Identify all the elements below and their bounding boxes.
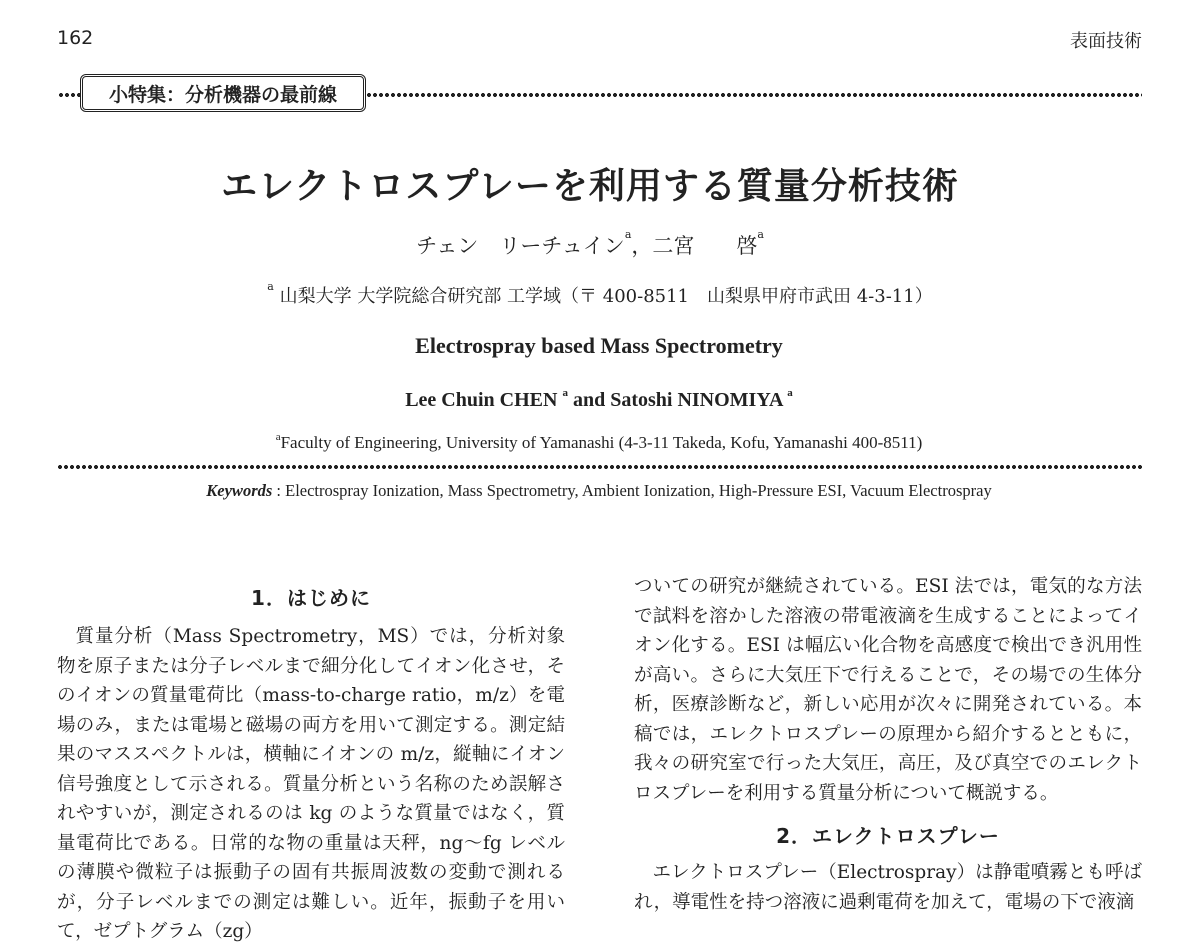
feature-dotted-rule-left [58,92,80,98]
keywords-text: : Electrospray Ionization, Mass Spectrometry, Ambient Ionization, High-Pressure ESI, Vacuum Electrospray [272,481,992,500]
feature-label: 小特集：分析機器の最前線 [80,74,366,112]
journal-name: 表面技術 [1070,31,1142,52]
section-1-paragraph: 質量分析（Mass Spectrometry，MS）では，分析対象物を原子または分子レベルまで細分化してイオン化させ，そのイオンの質量電荷比（mass-to-charge ratio，m/z）を電場のみ，または電場と磁場の両方を用いて測定する。測定結果のマススペクトルは，横軸にイオンの m/z，縦軸にイオン信号強度として示される。質量分析という名称のため誤解されやすいが，測定されるのは kg のような質量ではなく，質量電荷比である。日常的な物の重量は天秤，ng〜fg レベルの薄膜や微粒子は振動子の固有共振周波数の変動で測れるが，分子レベルまでの測定は難しい。近年，振動子を用いて，ゼプトグラム（zg） [57,626,565,942]
author-1-en: Lee Chuin CHEN [405,389,558,411]
author-1-ja: チェン リーチュイン [416,234,625,258]
intro-continuation-paragraph: ついての研究が継続されている。ESI 法では，電気的な方法で試料を溶かした溶液の帯電液滴を生成することによってイオン化する。ESI は幅広い化合物を高感度で検出でき汎用性が高い。さらに大気圧下で行えることで，その場での生体分析，医療診断など，新しい応用が次々に開発されている。本稿では，エレクトロスプレーの原理から紹介するとともに，我々の研究室で行った大気圧，高圧，及び真空でのエレクトロスプレーを利用する質量分析について概説する。 [634,576,1142,804]
keywords-label: Keywords [206,481,273,500]
feature-banner [58,72,1142,118]
author-2-en-sup: a [787,387,793,399]
author-1-en-sup: a [562,387,568,399]
author-2-ja-sup: a [757,228,764,241]
affiliation-japanese [0,282,1180,308]
authors-japanese [0,230,1180,260]
keywords [0,481,1180,501]
affiliation-en-text: Faculty of Engineering, University of Yamanashi (4-3-11 Takeda, Kofu, Yamanashi 400-8511) [280,433,923,452]
section-2-heading: 2．エレクトロスプレー [776,824,1000,848]
feature-dotted-rule-right [366,92,1142,98]
author-separator: ， [631,234,653,258]
body-column-right [634,572,1142,917]
affiliation-ja-sup: a [267,280,274,293]
page-number: 162 [57,27,94,49]
author-1-ja-sup: a [624,228,632,241]
author-2-ja: 二宮 啓 [652,234,758,258]
author-conjunction: and [572,389,606,411]
section-2-paragraph: エレクトロスプレー（Electrospray）は静電噴霧とも呼ばれ，導電性を持つ溶液に過剰電荷を加えて，電場の下で液滴 [634,862,1142,913]
author-2-en: Satoshi NINOMIYA [610,389,783,411]
body-column-left [57,584,565,947]
affiliation-ja-text: 山梨大学 大学院総合研究部 工学域（〒 400-8511 山梨県甲府市武田 4-3-11） [279,286,933,307]
title-english: Electrospray based Mass Spectrometry [415,333,783,358]
section-1-heading: 1．はじめに [251,586,371,610]
authors-english [0,389,1180,412]
affiliation-en-sup: a [275,431,281,443]
affiliation-english [0,433,1180,453]
title-japanese: エレクトロスプレーを利用する質量分析技術 [221,166,959,207]
header-dotted-rule [57,464,1143,470]
